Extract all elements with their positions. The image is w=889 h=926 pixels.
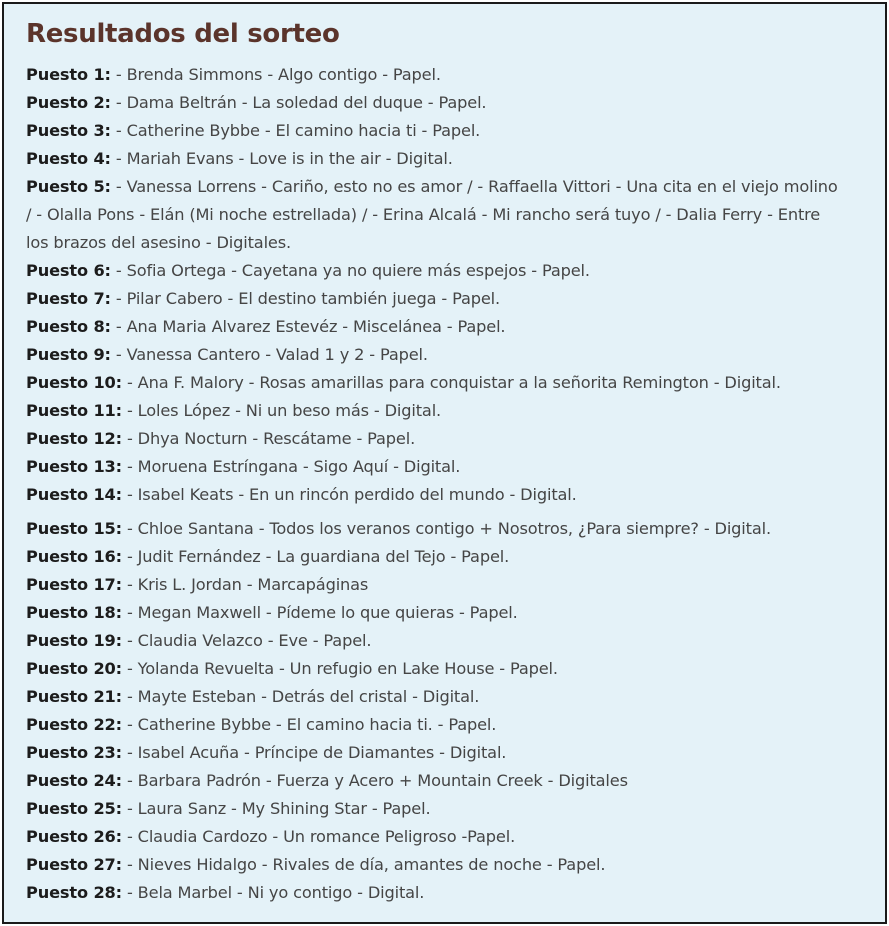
- result-position: Puesto 16:: [26, 547, 122, 566]
- result-row: [26, 425, 876, 453]
- page-title: Resultados del sorteo: [26, 19, 340, 49]
- result-position: Puesto 21:: [26, 687, 122, 706]
- result-row: [26, 173, 846, 257]
- result-position: Puesto 14:: [26, 485, 122, 504]
- result-position: Puesto 17:: [26, 575, 122, 594]
- result-text: - Megan Maxwell - Pídeme lo que quieras - Papel.: [122, 603, 518, 622]
- result-text: - Laura Sanz - My Shining Star - Papel.: [122, 799, 431, 818]
- result-text: - Mariah Evans - Love is in the air - Digital.: [110, 149, 453, 168]
- result-text: - Kris L. Jordan - Marcapáginas: [122, 575, 369, 594]
- result-row: [26, 61, 876, 89]
- result-position: Puesto 1:: [26, 65, 111, 84]
- result-row: [26, 599, 876, 627]
- result-row: [26, 369, 876, 397]
- result-row: [26, 767, 876, 795]
- result-text: - Isabel Keats - En un rincón perdido del mundo - Digital.: [122, 485, 577, 504]
- result-row: [26, 481, 876, 509]
- result-row: [26, 257, 876, 285]
- result-row: [26, 739, 876, 767]
- result-position: Puesto 13:: [26, 457, 122, 476]
- result-position: Puesto 6:: [26, 261, 111, 280]
- result-text: - Loles López - Ni un beso más - Digital.: [122, 401, 442, 420]
- result-row: [26, 341, 876, 369]
- result-position: Puesto 10:: [26, 373, 122, 392]
- result-position: Puesto 3:: [26, 121, 111, 140]
- result-text: - Nieves Hidalgo - Rivales de día, amantes de noche - Papel.: [122, 855, 606, 874]
- result-text: - Ana F. Malory - Rosas amarillas para conquistar a la señorita Remington - Digital.: [122, 373, 781, 392]
- result-position: Puesto 24:: [26, 771, 122, 790]
- result-position: Puesto 11:: [26, 401, 122, 420]
- result-position: Puesto 8:: [26, 317, 111, 336]
- result-text: - Isabel Acuña - Príncipe de Diamantes - Digital.: [122, 743, 507, 762]
- result-text: - Claudia Velazco - Eve - Papel.: [122, 631, 372, 650]
- result-text: - Mayte Esteban - Detrás del cristal - Digital.: [122, 687, 480, 706]
- result-text: - Yolanda Revuelta - Un refugio en Lake House - Papel.: [122, 659, 558, 678]
- result-position: Puesto 25:: [26, 799, 122, 818]
- result-row: [26, 397, 876, 425]
- result-row: [26, 711, 876, 739]
- result-text: - Vanessa Cantero - Valad 1 y 2 - Papel.: [110, 345, 428, 364]
- result-row: [26, 313, 876, 341]
- result-position: Puesto 20:: [26, 659, 122, 678]
- result-row: [26, 683, 876, 711]
- result-position: Puesto 12:: [26, 429, 122, 448]
- result-row: [26, 453, 876, 481]
- result-row: [26, 145, 876, 173]
- result-row: [26, 823, 876, 851]
- result-row: [26, 627, 876, 655]
- result-row: [26, 879, 876, 907]
- result-text: - Claudia Cardozo - Un romance Peligroso -Papel.: [122, 827, 516, 846]
- result-text: - Moruena Estríngana - Sigo Aquí - Digital.: [122, 457, 461, 476]
- results-list: [26, 61, 876, 907]
- result-position: Puesto 27:: [26, 855, 122, 874]
- result-row: [26, 285, 876, 313]
- result-row: [26, 655, 876, 683]
- result-row: [26, 89, 876, 117]
- result-text: - Barbara Padrón - Fuerza y Acero + Mountain Creek - Digitales: [122, 771, 628, 790]
- result-position: Puesto 2:: [26, 93, 111, 112]
- result-text: - Judit Fernández - La guardiana del Tejo - Papel.: [122, 547, 510, 566]
- result-row: [26, 543, 876, 571]
- result-position: Puesto 23:: [26, 743, 122, 762]
- result-row: [26, 795, 876, 823]
- result-text: - Bela Marbel - Ni yo contigo - Digital.: [122, 883, 425, 902]
- result-text: - Vanessa Lorrens - Cariño, esto no es amor / - Raffaella Vittori - Una cita en el viejo molino / - Olalla Pons - Elán (Mi noche estrellada) / - Erina Alcalá - Mi rancho será tuyo / - Dalia Ferry - Entre los brazos del asesino - Digitales.: [26, 177, 838, 252]
- results-frame: [2, 2, 887, 924]
- result-text: - Dama Beltrán - La soledad del duque - Papel.: [110, 93, 487, 112]
- results-panel: [26, 16, 876, 907]
- result-text: - Catherine Bybbe - El camino hacia ti - Papel.: [110, 121, 481, 140]
- result-text: - Chloe Santana - Todos los veranos contigo + Nosotros, ¿Para siempre? - Digital.: [122, 519, 771, 538]
- result-row: [26, 515, 876, 543]
- result-position: Puesto 22:: [26, 715, 122, 734]
- result-position: Puesto 26:: [26, 827, 122, 846]
- result-text: - Catherine Bybbe - El camino hacia ti. - Papel.: [122, 715, 497, 734]
- result-position: Puesto 4:: [26, 149, 111, 168]
- result-row: [26, 851, 876, 879]
- result-text: - Sofia Ortega - Cayetana ya no quiere más espejos - Papel.: [110, 261, 590, 280]
- result-text: - Dhya Nocturn - Rescátame - Papel.: [122, 429, 416, 448]
- result-position: Puesto 7:: [26, 289, 111, 308]
- result-text: - Brenda Simmons - Algo contigo - Papel.: [110, 65, 441, 84]
- result-position: Puesto 9:: [26, 345, 111, 364]
- result-position: Puesto 5:: [26, 177, 111, 196]
- result-position: Puesto 28:: [26, 883, 122, 902]
- result-row: [26, 117, 876, 145]
- result-position: Puesto 19:: [26, 631, 122, 650]
- result-text: - Pilar Cabero - El destino también juega - Papel.: [110, 289, 501, 308]
- result-text: - Ana Maria Alvarez Estevéz - Miscelánea - Papel.: [110, 317, 506, 336]
- result-row: [26, 571, 876, 599]
- result-position: Puesto 15:: [26, 519, 122, 538]
- result-position: Puesto 18:: [26, 603, 122, 622]
